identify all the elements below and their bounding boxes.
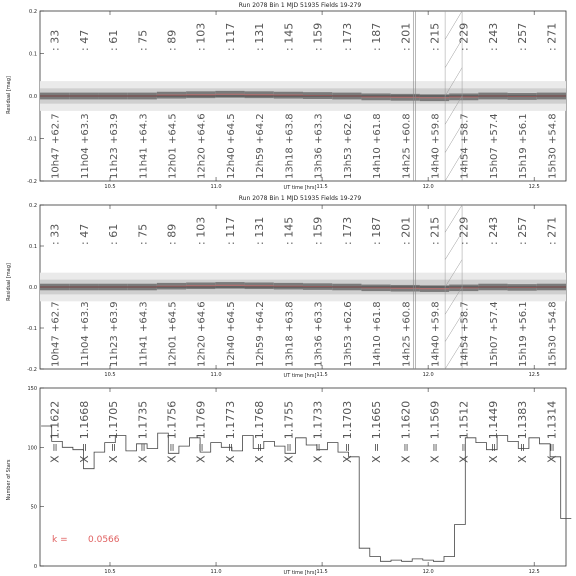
panel-3-airmass-label: X = 1.1733 (311, 400, 325, 463)
panel-3-airmass-label: X = 1.1665 (370, 400, 384, 463)
panel-1-title: Run 2078 Bin 1 MJD 51935 Fields 19-279 (238, 2, 362, 9)
panel-3-airmass-label: X = 1.1668 (77, 400, 91, 463)
panel-2-field-label: : 229 (457, 216, 471, 245)
panel-2-coord-label: 14h10 +61.8 (372, 301, 384, 367)
panel-2-coord-label: 14h40 +59.8 (430, 301, 442, 367)
panel-2-coord-label: 11h23 +63.9 (109, 301, 121, 367)
panel-3-xtick-label: 12.5 (528, 569, 540, 575)
panel-2-field-label: : 117 (223, 216, 237, 245)
panel-1-field-label: : 131 (253, 22, 267, 51)
panel-2-coord-label: 12h01 +64.5 (167, 301, 179, 367)
panel-2-xtick-label: 11.0 (210, 372, 222, 378)
panel-2-field-label: : 47 (77, 223, 91, 245)
panel-2-field-label: : 33 (48, 223, 62, 245)
panel-2-field-label: : 159 (311, 216, 325, 245)
panel-2-coord-label: 13h53 +62.6 (342, 301, 354, 367)
panel-1-field-label: : 159 (311, 22, 325, 51)
panel-1-field-label: : 61 (107, 29, 121, 51)
panel-3-ylabel: Number of Stars (6, 459, 12, 501)
panel-1-field-label: : 33 (48, 29, 62, 51)
panel-3-xtick-label: 10.5 (104, 569, 116, 575)
panel-1-field-label: : 47 (77, 29, 91, 51)
panel-2-ytick-label: 0.2 (29, 203, 37, 209)
panel-2-coord-label: 14h25 +60.8 (401, 301, 413, 367)
panel-1-field-label: : 201 (399, 22, 413, 51)
panel-1-coord-label: 11h41 +64.3 (138, 113, 150, 179)
panel-2-xlabel: UT time [hrs] (283, 373, 317, 379)
panel-3-plot (27, 386, 571, 575)
panel-2-field-label: : 61 (107, 223, 121, 245)
panel-1-coord-label: 10h47 +62.7 (50, 113, 62, 179)
panel-1-coord-label: 12h59 +64.2 (255, 113, 267, 179)
panel-2-xtick-label: 12.5 (528, 372, 540, 378)
panel-1-coord-label: 15h19 +56.1 (518, 113, 530, 179)
panel-3-airmass-label: X = 1.1773 (223, 400, 237, 463)
panel-1-coord-label: 15h30 +54.8 (547, 113, 559, 179)
panel-3-xtick-label: 12.0 (422, 569, 434, 575)
panel-3-airmass-label: X = 1.1569 (428, 400, 442, 463)
panel-3-airmass-label: X = 1.1512 (457, 400, 471, 463)
panel-2-coord-label: 15h19 +56.1 (518, 301, 530, 367)
panel-1-coord-label: 14h40 +59.8 (430, 113, 442, 179)
panel-3-airmass-label: X = 1.1768 (253, 400, 267, 463)
panel-1-plot (27, 9, 566, 190)
panel-1-field-label: : 103 (194, 22, 208, 51)
panel-2 (6, 195, 566, 379)
panel-1-field-label: : 215 (428, 22, 442, 51)
panel-3-airmass-label: X = 1.1383 (516, 400, 530, 463)
panel-1-ytick-label: 0.0 (29, 94, 37, 100)
panel-1-field-label: : 173 (340, 22, 354, 51)
panel-3-xlabel: UT time [hrs] (283, 570, 317, 576)
panel-1-coord-label: 12h01 +64.5 (167, 113, 179, 179)
panel-1-field-label: : 145 (282, 22, 296, 51)
panel-2-coord-label: 15h07 +57.4 (488, 301, 500, 367)
panel-2-field-label: : 271 (545, 216, 559, 245)
panel-2-coord-label: 12h40 +64.5 (225, 301, 237, 367)
k-value: 0.0566 (88, 535, 120, 545)
panel-1-xtick-label: 12.5 (528, 184, 540, 190)
panel-3-airmass-label: X = 1.1703 (340, 400, 354, 463)
panel-2-xtick-label: 12.0 (422, 372, 434, 378)
panel-1-xtick-label: 11.5 (316, 184, 328, 190)
panel-1-field-label: : 257 (516, 22, 530, 51)
panel-1-coord-label: 11h04 +63.3 (79, 113, 91, 179)
k-label: k = (52, 535, 68, 545)
panel-2-field-label: : 215 (428, 216, 442, 245)
panel-2-ytick-label: 0.0 (29, 285, 37, 291)
panel-1-xtick-label: 11.0 (210, 184, 222, 190)
panel-2-coord-label: 10h47 +62.7 (50, 301, 62, 367)
panel-2-field-label: : 173 (340, 216, 354, 245)
panel-2-field-label: : 243 (486, 216, 500, 245)
panel-2-xtick-label: 11.5 (316, 372, 328, 378)
panel-1-field-label: : 229 (457, 22, 471, 51)
panel-3-airmass-label: X = 1.1769 (194, 400, 208, 463)
panel-2-coord-label: 12h20 +64.6 (196, 301, 208, 367)
panel-2-field-label: : 201 (399, 216, 413, 245)
panel-2-ytick-label: 0.1 (29, 244, 37, 250)
panel-1-field-label: : 117 (223, 22, 237, 51)
panel-1-xtick-label: 12.0 (422, 184, 434, 190)
panel-2-ylabel: Residual [mag] (6, 263, 12, 301)
panel-3-xtick-label: 11.0 (210, 569, 222, 575)
panel-1-ytick-label: 0.1 (29, 51, 37, 58)
panel-3-airmass-label: X = 1.1735 (136, 400, 150, 463)
panel-2-field-label: : 75 (136, 223, 150, 245)
panel-3-airmass-label: X = 1.1449 (486, 400, 500, 463)
panel-2-field-label: : 145 (282, 216, 296, 245)
panel-1-coord-label: 12h40 +64.5 (225, 113, 237, 179)
panel-3-ytick-label: 150 (27, 386, 37, 392)
panel-1 (6, 2, 566, 191)
panel-3-airmass-label: X = 1.1314 (545, 400, 559, 463)
panel-2-field-label: : 187 (370, 216, 384, 245)
panel-3-ytick-label: 0 (33, 564, 37, 570)
panel-1-coord-label: 13h18 +63.8 (284, 113, 296, 179)
panel-1-coord-label: 14h10 +61.8 (372, 113, 384, 179)
panel-1-coord-label: 14h25 +60.8 (401, 113, 413, 179)
panel-1-field-label: : 271 (545, 22, 559, 51)
panel-2-field-label: : 89 (165, 223, 179, 245)
panel-3-airmass-label: X = 1.1620 (399, 400, 413, 463)
panel-1-xtick-label: 10.5 (104, 184, 116, 190)
panel-1-ytick-label: 0.2 (29, 9, 37, 15)
panel-2-coord-label: 14h54 +58.7 (459, 301, 471, 367)
panel-2-plot (27, 203, 566, 378)
panel-1-coord-label: 13h36 +63.3 (313, 113, 325, 179)
panel-1-ytick-label: -0.2 (27, 179, 37, 185)
panel-2-title: Run 2078 Bin 1 MJD 51935 Fields 19-279 (238, 195, 362, 202)
panel-1-ytick-label: -0.1 (27, 136, 37, 143)
panel-1-field-label: : 243 (486, 22, 500, 51)
panel-3-airmass-label: X = 1.1755 (282, 400, 296, 463)
panel-2-coord-label: 15h30 +54.8 (547, 301, 559, 367)
panel-1-coord-label: 13h53 +62.6 (342, 113, 354, 179)
panel-1-field-label: : 89 (165, 29, 179, 51)
panel-2-coord-label: 11h04 +63.3 (79, 301, 91, 367)
panel-3-ytick-label: 50 (30, 504, 37, 511)
panel-1-field-label: : 75 (136, 29, 150, 51)
panel-2-coord-label: 11h41 +64.3 (138, 301, 150, 367)
panel-3-ytick-label: 100 (27, 445, 37, 452)
panel-2-ytick-label: -0.2 (27, 367, 37, 373)
panel-1-ylabel: Residual [mag] (6, 76, 12, 114)
panel-2-ytick-label: -0.1 (27, 326, 37, 332)
panel-2-xtick-label: 10.5 (104, 372, 116, 378)
panel-2-coord-label: 12h59 +64.2 (255, 301, 267, 367)
panel-2-coord-label: 13h36 +63.3 (313, 301, 325, 367)
panel-1-field-label: : 187 (370, 22, 384, 51)
panel-3-xtick-label: 11.5 (316, 569, 328, 575)
panel-3 (6, 386, 571, 576)
panel-3-airmass-label: X = 1.1622 (48, 400, 62, 463)
panel-1-coord-label: 15h07 +57.4 (488, 113, 500, 179)
panel-2-field-label: : 257 (516, 216, 530, 245)
panel-2-field-label: : 131 (253, 216, 267, 245)
panel-3-airmass-label: X = 1.1756 (165, 400, 179, 463)
panel-2-coord-label: 13h18 +63.8 (284, 301, 296, 367)
panel-1-coord-label: 11h23 +63.9 (109, 113, 121, 179)
panel-1-coord-label: 14h54 +58.7 (459, 113, 471, 179)
panel-2-field-label: : 103 (194, 216, 208, 245)
panel-1-coord-label: 12h20 +64.6 (196, 113, 208, 179)
panel-3-airmass-label: X = 1.1705 (107, 400, 121, 463)
panel-1-xlabel: UT time [hrs] (283, 185, 317, 191)
